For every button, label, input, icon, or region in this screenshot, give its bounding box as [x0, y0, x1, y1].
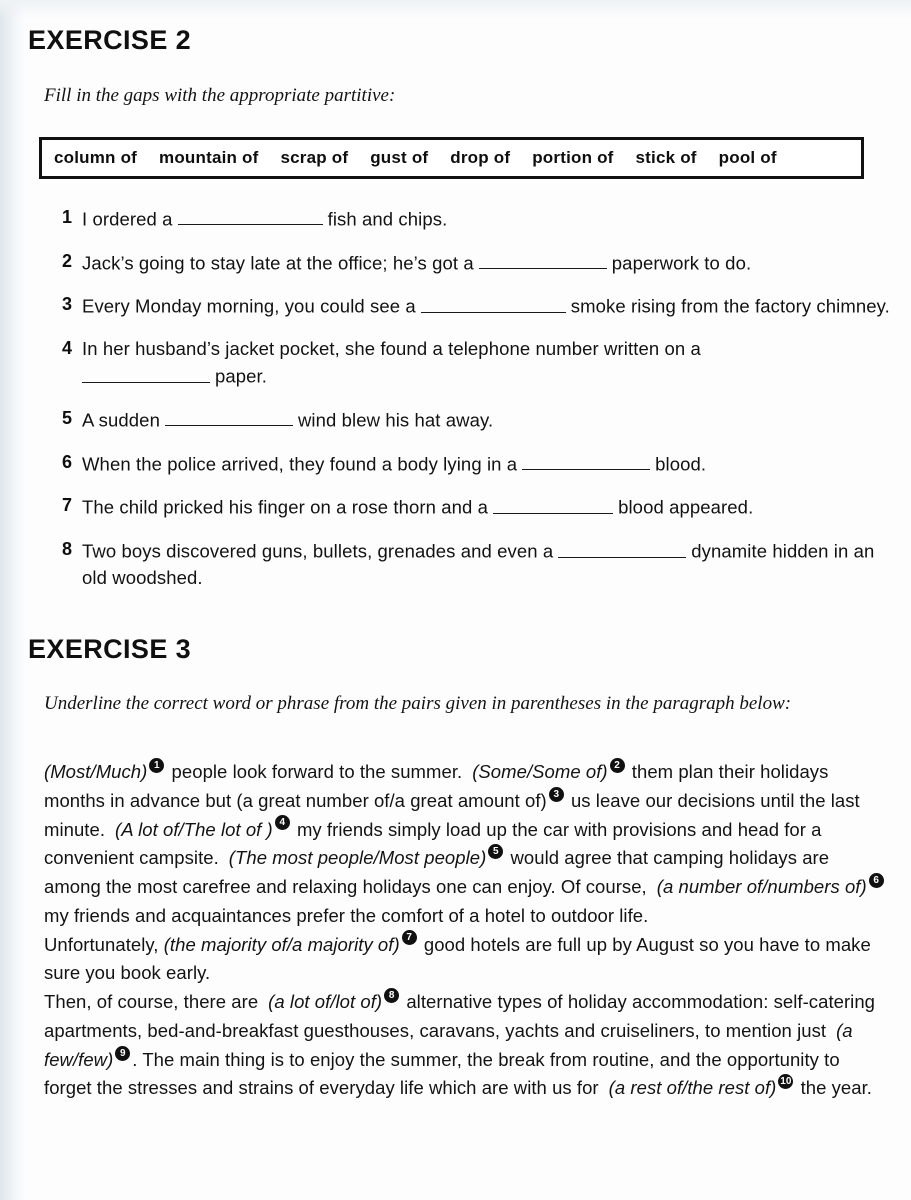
choice-pair-4[interactable]: (A lot of/The lot of ): [115, 818, 273, 840]
circled-number-icon: 2: [610, 758, 625, 773]
paragraph-text: . The main thing is to enjoy the summer, the break from routine, and the opportunity to forget the stresses and strains of everyday life which are with us for: [44, 1048, 840, 1099]
word-bank-item: portion of: [532, 148, 614, 167]
question-text-before: Two boys discovered guns, bullets, grenades and even a: [82, 540, 554, 562]
answer-blank[interactable]: [421, 292, 566, 312]
question-text: [82, 406, 892, 434]
question-text-before: The child pricked his finger on a rose thorn and a: [82, 496, 489, 518]
answer-blank[interactable]: [82, 362, 210, 382]
word-bank-item: gust of: [370, 148, 429, 167]
question-text: [82, 292, 892, 320]
question-text-before: I ordered a: [82, 208, 173, 230]
paragraph-text: them plan their holidays months in advance but: [44, 761, 829, 811]
question-row: [62, 292, 892, 320]
paragraph-text: would agree that camping holidays are among the most carefree and relaxing holidays one can enjoy. Of course,: [44, 847, 830, 898]
question-number: 6: [62, 451, 73, 472]
choice-pair-9[interactable]: (a few/few): [44, 1019, 853, 1070]
answer-blank[interactable]: [558, 537, 686, 557]
paragraph-text: my friends simply load up the car with provisions and head for a convenient campsite.: [44, 818, 822, 869]
exercise-2-instruction: Fill in the gaps with the appropriate partitive:: [44, 85, 396, 106]
circled-number-icon: 5: [488, 844, 503, 859]
paragraph-text: the year.: [800, 1077, 872, 1099]
exercise-3-heading: EXERCISE 3: [28, 634, 192, 664]
question-text-after: blood.: [655, 453, 707, 475]
circled-number-icon: 4: [275, 815, 290, 830]
partitive-word-bank: [39, 137, 864, 179]
question-text-before: Jack’s going to stay late at the office; he’s got a: [82, 252, 474, 274]
answer-blank[interactable]: [178, 205, 323, 225]
paragraph-text: Then, of course, there are: [44, 991, 259, 1013]
question-number: 1: [62, 207, 73, 227]
question-row: [62, 205, 892, 233]
word-bank-item: stick of: [635, 148, 697, 167]
scan-edge-shading-left: [0, 0, 26, 1200]
answer-blank[interactable]: [493, 493, 613, 513]
circled-number-icon: 3: [549, 787, 564, 802]
choice-pair-3[interactable]: (a great number of/a great amount of): [236, 789, 547, 811]
word-bank-item: column of: [54, 148, 138, 167]
circled-number-icon: 6: [869, 873, 884, 888]
paragraph-text: good hotels are full up by August so you have to make sure you book early.: [44, 933, 871, 984]
exercise-2-question-list: [62, 205, 892, 607]
exercise-3-paragraph: [44, 758, 889, 1103]
question-text: [82, 205, 892, 233]
circled-number-icon: 8: [384, 988, 399, 1003]
word-bank-item: drop of: [450, 148, 511, 167]
word-bank-item: pool of: [718, 148, 777, 167]
question-row: [62, 249, 892, 277]
question-text-before: A sudden: [82, 409, 160, 431]
choice-pair-6[interactable]: (a number of/numbers of): [656, 876, 867, 898]
question-text: [82, 450, 892, 478]
circled-number-icon: 10: [780, 1076, 792, 1088]
question-number: 5: [62, 408, 73, 429]
question-row: [62, 537, 892, 591]
question-text-after: wind blew his hat away.: [297, 409, 494, 431]
choice-pair-7[interactable]: (the majority of/a majority of): [163, 933, 400, 955]
exercise-3-instruction: Underline the correct word or phrase from the pairs given in parentheses in the paragraph below:: [44, 693, 792, 714]
question-number: 4: [62, 338, 73, 359]
question-number: 3: [62, 294, 73, 315]
question-text-after: paper.: [215, 365, 268, 387]
question-text-after: blood appeared.: [618, 496, 754, 518]
choice-pair-10[interactable]: (a rest of/the rest of): [608, 1077, 777, 1099]
question-text-after: paperwork to do.: [611, 252, 752, 274]
question-text: [82, 336, 892, 390]
question-number: 8: [62, 539, 73, 560]
paragraph-text: us leave our decisions until the last minute.: [44, 789, 860, 840]
question-text-after: fish and chips.: [327, 208, 448, 230]
choice-pair-2[interactable]: (Some/Some of): [472, 761, 608, 782]
paragraph-text: Unfortunately,: [44, 933, 159, 955]
question-text-after: smoke rising from the factory chimney.: [570, 295, 890, 317]
question-text-before: Every Monday morning, you could see a: [82, 295, 416, 317]
question-number: 7: [62, 495, 73, 516]
question-text-after: dynamite hidden in an old woodshed.: [82, 540, 875, 588]
word-bank-item: scrap of: [280, 148, 349, 167]
question-text-before: In her husband’s jacket pocket, she found a telephone number written on a: [82, 338, 701, 360]
question-text: [82, 249, 892, 277]
question-text-before: When the police arrived, they found a body lying in a: [82, 453, 518, 475]
scan-edge-shading-top: [0, 0, 911, 20]
answer-blank[interactable]: [165, 406, 293, 426]
question-text: [82, 537, 892, 591]
question-row: [62, 493, 892, 521]
question-row: [62, 406, 892, 434]
circled-number-icon: 7: [402, 930, 417, 945]
word-bank-item: mountain of: [159, 148, 259, 167]
question-row: [62, 336, 892, 390]
choice-pair-8[interactable]: (a lot of/lot of): [268, 991, 383, 1013]
answer-blank[interactable]: [479, 249, 607, 269]
choice-pair-5[interactable]: (The most people/Most people): [228, 847, 487, 869]
question-text: [82, 493, 892, 521]
paragraph-text: my friends and acquaintances prefer the comfort of a hotel to outdoor life.: [44, 904, 649, 926]
paragraph-text: people look forward to the summer.: [171, 761, 463, 782]
exercise-2-heading: EXERCISE 2: [28, 25, 192, 55]
question-row: [62, 450, 892, 478]
question-number: 2: [62, 250, 73, 271]
choice-pair-1[interactable]: (Most/Much): [44, 761, 148, 782]
circled-number-icon: 9: [115, 1046, 130, 1061]
paragraph-text: alternative types of holiday accommodation: self-catering apartments, bed-and-breakfast guesthouses, caravans, yachts and cruiseliners, to mention just: [44, 991, 876, 1041]
circled-number-icon: 1: [149, 758, 164, 773]
answer-blank[interactable]: [522, 450, 650, 470]
